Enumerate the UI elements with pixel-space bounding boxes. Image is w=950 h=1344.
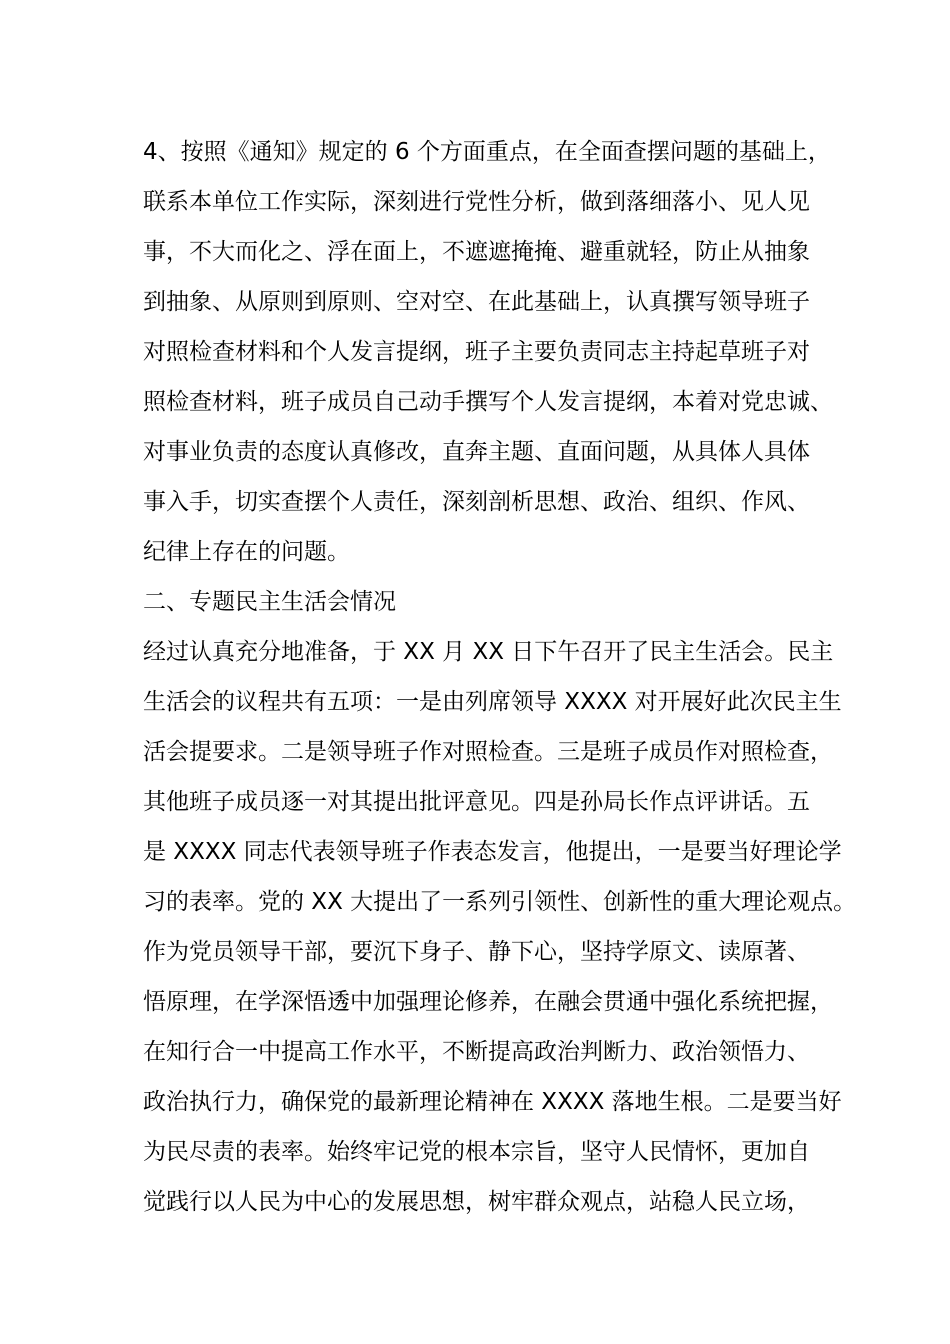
text-line: 悟原理，在学深悟透中加强理论修养，在融会贯通中强化系统把握， (143, 989, 833, 1015)
text-line: 经过认真充分地准备，于 XX 月 XX 日下午召开了民主生活会。民主 (143, 639, 834, 665)
text-line: 生活会的议程共有五项：一是由列席领导 XXXX 对开展好此次民主生 (143, 689, 842, 715)
text-line: 事入手，切实查摆个人责任，深刻剖析思想、政治、组织、作风、 (143, 489, 810, 515)
text-line: 对事业负责的态度认真修改，直奔主题、直面问题，从具体人具体 (143, 439, 810, 465)
text-line: 活会提要求。二是领导班子作对照检查。三是班子成员作对照检查， (143, 739, 833, 765)
text-line: 到抽象、从原则到原则、空对空、在此基础上，认真撰写领导班子 (143, 289, 810, 315)
text-line: 觉践行以人民为中心的发展思想，树牢群众观点，站稳人民立场， (143, 1189, 810, 1215)
text-line: 在知行合一中提高工作水平，不断提高政治判断力、政治领悟力、 (143, 1039, 810, 1065)
document-body (143, 130, 857, 1230)
text-line: 事，不大而化之、浮在面上，不遮遮掩掩、避重就轻，防止从抽象 (143, 239, 810, 265)
text-line: 照检查材料，班子成员自己动手撰写个人发言提纲，本着对党忠诚、 (143, 389, 833, 415)
text-line: 政治执行力，确保党的最新理论精神在 XXXX 落地生根。二是要当好 (143, 1089, 842, 1115)
text-line: 4、按照《通知》规定的 6 个方面重点，在全面查摆问题的基础上， (143, 139, 831, 165)
text-line: 纪律上存在的问题。 (143, 539, 350, 565)
text-line: 其他班子成员逐一对其提出批评意见。四是孙局长作点评讲话。五 (143, 789, 810, 815)
text-line: 对照检查材料和个人发言提纲，班子主要负责同志主持起草班子对 (143, 339, 810, 365)
text-line: 作为党员领导干部，要沉下身子、静下心，坚持学原文、读原著、 (143, 939, 810, 965)
section-heading: 二、专题民主生活会情况 (143, 589, 396, 615)
text-line: 是 XXXX 同志代表领导班子作表态发言，他提出，一是要当好理论学 (143, 839, 842, 865)
text-line: 习的表率。党的 XX 大提出了一系列引领性、创新性的重大理论观点。 (143, 889, 857, 915)
text-line: 为民尽责的表率。始终牢记党的根本宗旨，坚守人民情怀，更加自 (143, 1139, 810, 1165)
text-line: 联系本单位工作实际，深刻进行党性分析，做到落细落小、见人见 (143, 189, 810, 215)
